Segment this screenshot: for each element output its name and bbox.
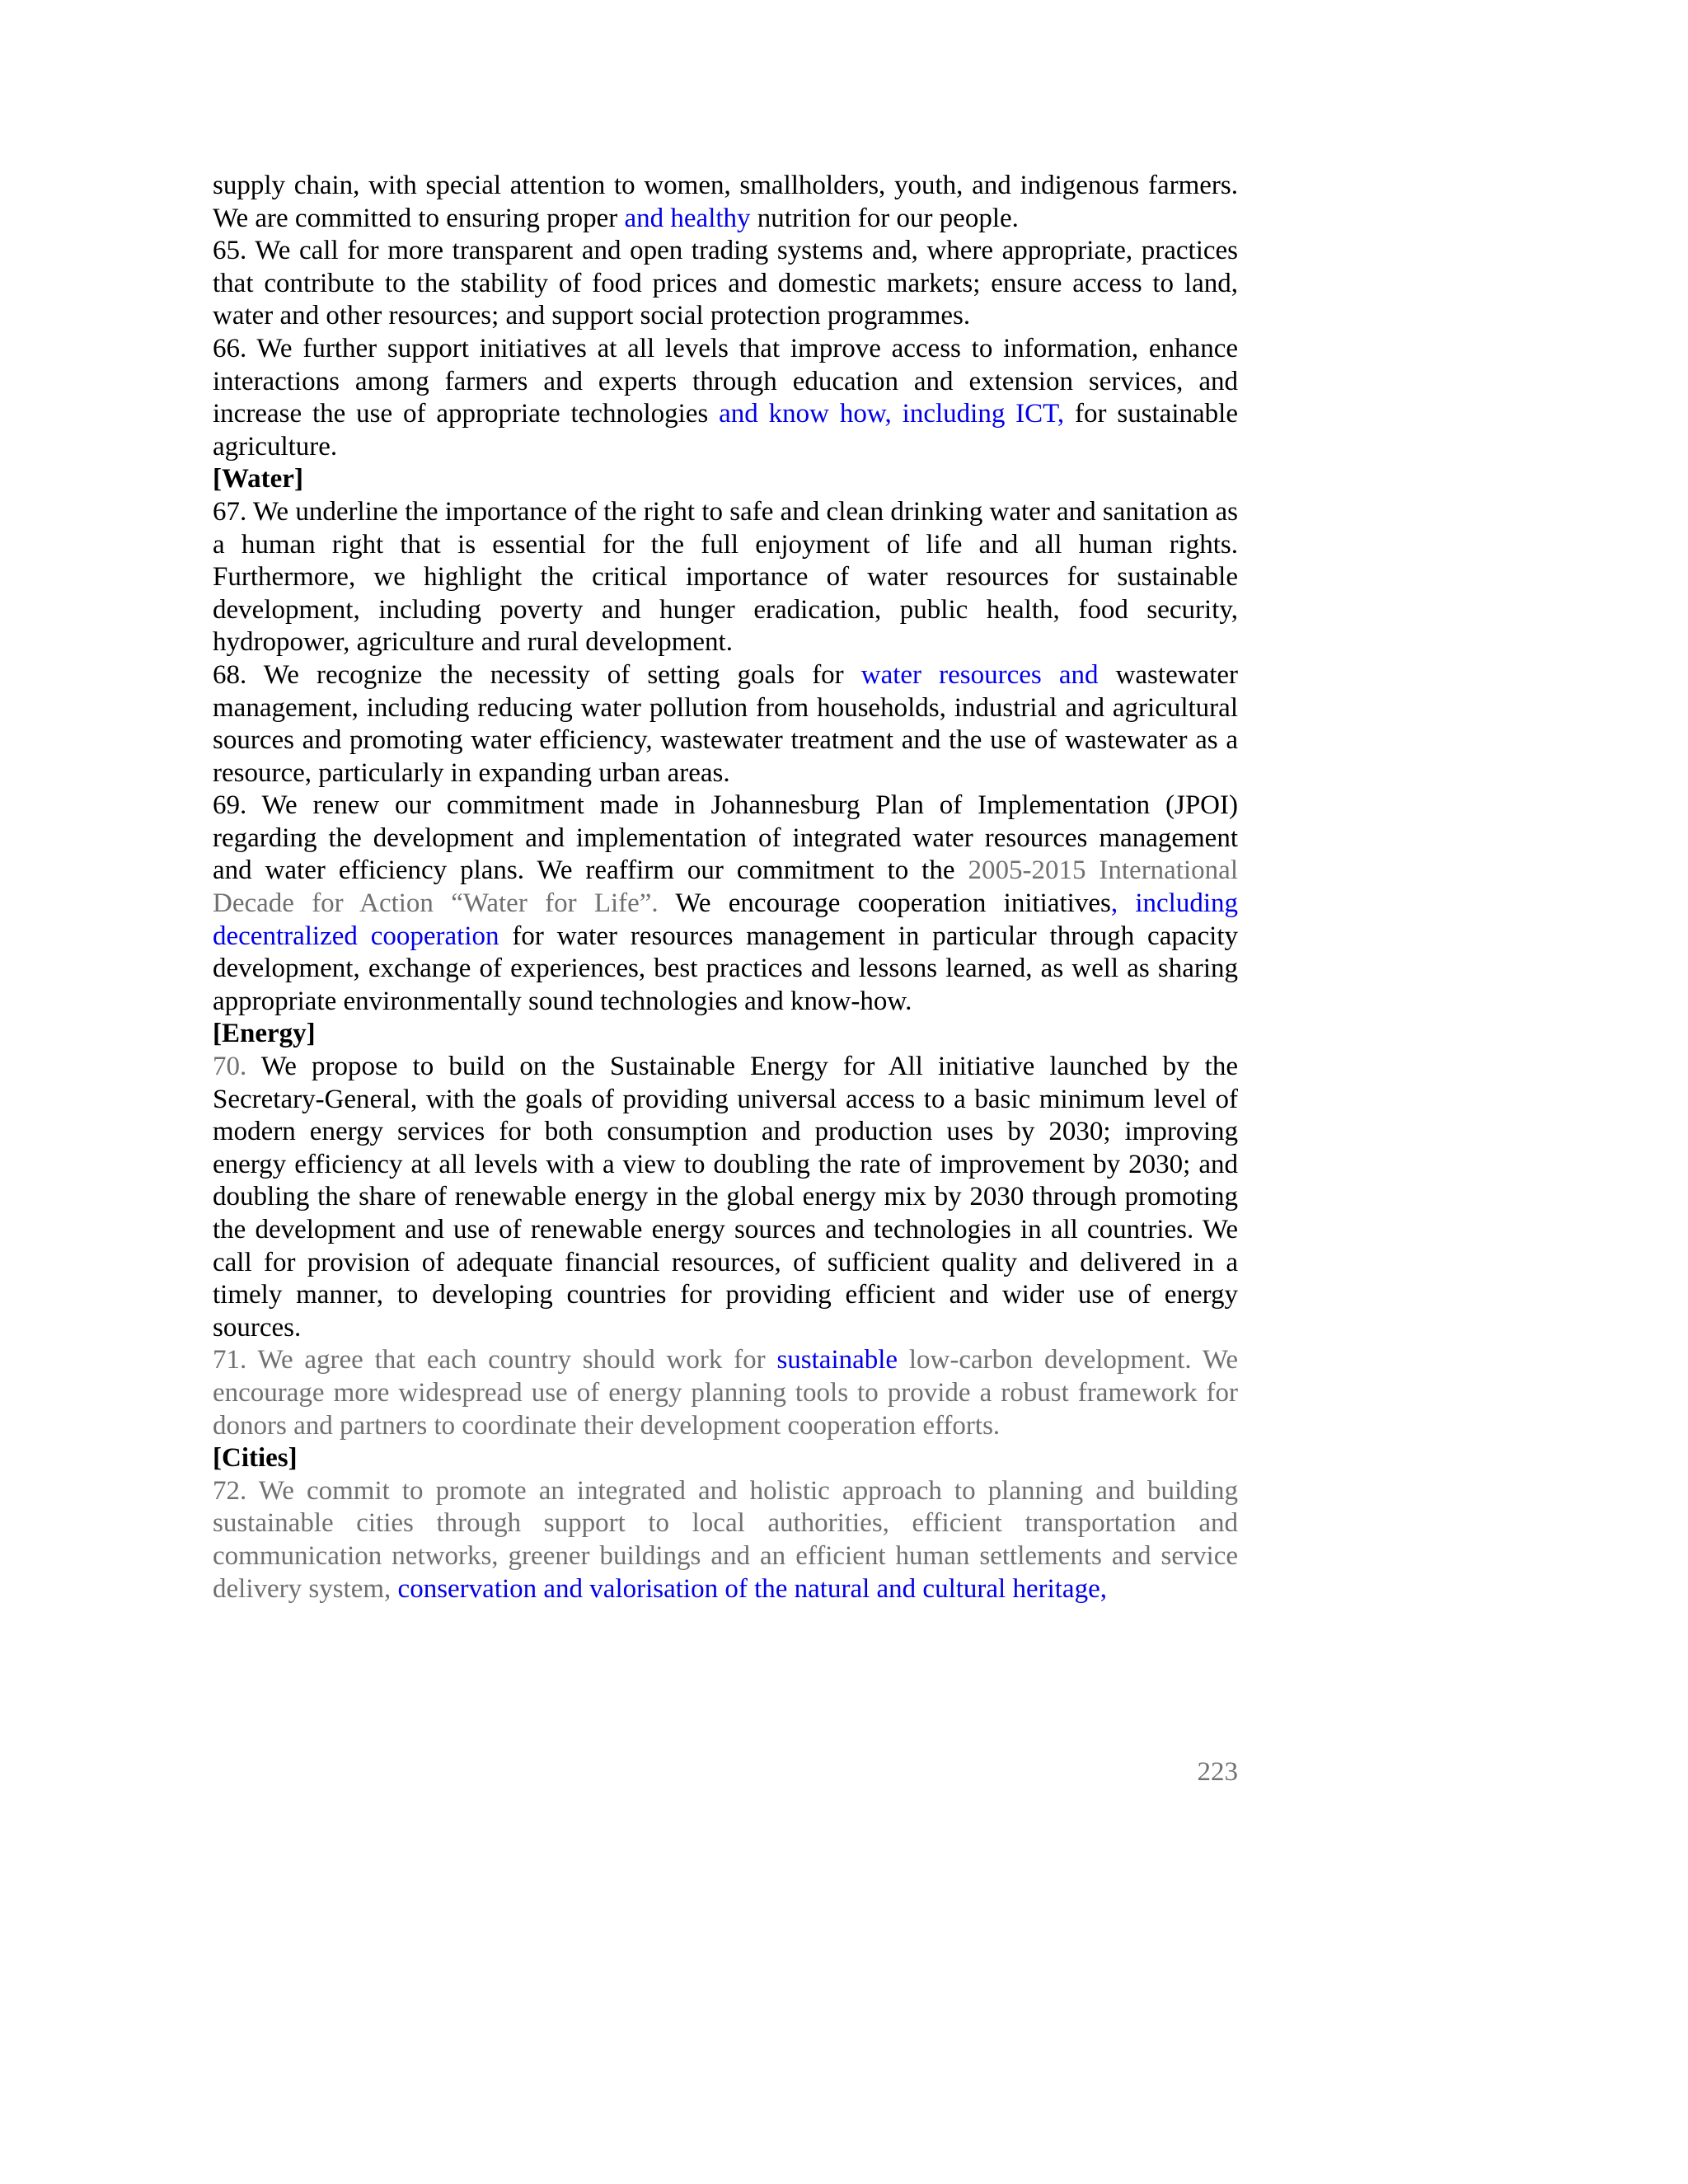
text-segment-black: supply chain, with special attention to women, smallholders, youth, and indigenous farmers. We are committed to ensuring proper [213, 171, 1238, 233]
section-heading [213, 1018, 1238, 1051]
text-segment-blue: , including decentralized cooperation [213, 888, 1239, 951]
paragraph [213, 1475, 1238, 1605]
text-segment-blue: water resources and [860, 659, 1099, 690]
paragraph [213, 333, 1238, 463]
text-segment-grey: low-carbon development. We encourage more widespread use of energy planning tools to provide a robust framework for donors and partners to coordinate their development cooperation efforts. [213, 1345, 1238, 1441]
document-body [213, 170, 1238, 1605]
paragraph [213, 170, 1238, 235]
text-segment-blue: sustainable [776, 1345, 898, 1376]
text-segment-black: wastewater management, including reducing water pollution from households, industrial and agricultural sources and promoting water efficiency, wastewater treatment and the use of wastewater as a resource, particularly in expanding urban areas. [213, 659, 1238, 788]
text-segment-black: 66. We further support initiatives at all levels that improve access to information, enhance interactions among farmers and experts through education and extension services, and increase the use of appropriate technologies [213, 333, 1238, 429]
text-segment-black: for water resources management in particular through capacity development, exchange of experiences, best practices and lessons learned, as well as sharing appropriate environmentally sound technologies and know-how. [213, 921, 1238, 1016]
paragraph [213, 790, 1238, 1018]
text-segment-black: [Water] [213, 464, 303, 494]
paragraph [213, 1051, 1238, 1344]
paragraph [213, 496, 1238, 659]
text-segment-black: We encourage cooperation initiatives [658, 888, 1111, 919]
text-segment-grey: 70. [213, 1052, 247, 1082]
section-heading [213, 463, 1238, 496]
text-segment-black: for sustainable agriculture. [213, 399, 1239, 462]
text-segment-grey: 71. We agree that each country should work for [213, 1345, 777, 1376]
text-segment-black: 67. We underline the importance of the right to safe and clean drinking water and sanitation as a human right that is essential for the full enjoyment of life and all human rights. Furthermore, we highlight the critical importance of water resources for sustainable development, including poverty and hunger eradication, public health, food security, hydropower, agriculture and rural development. [213, 496, 1238, 658]
paragraph [213, 235, 1238, 333]
text-segment-black: nutrition for our people. [750, 203, 1019, 233]
text-segment-black: [Cities] [213, 1443, 298, 1474]
section-heading [213, 1442, 1238, 1475]
paragraph [213, 1344, 1238, 1442]
text-segment-black: 65. We call for more transparent and open trading systems and, where appropriate, practices that contribute to the stability of food prices and domestic markets; ensure access to land, water and other resources; and support social protection programmes. [213, 236, 1238, 331]
text-segment-black: We propose to build on the Sustainable Energy for All initiative launched by the Secretary-General, with the goals of providing universal access to a basic minimum level of modern energy services for both consumption and production uses by 2030; improving energy efficiency at all levels with a view to doubling the rate of improvement by 2030; and doubling the share of renewable energy in the global energy mix by 2030 through promoting the development and use of renewable energy sources and technologies in all countries. We call for provision of adequate financial resources, of sufficient quality and delivered in a timely manner, to developing countries for providing efficient and wider use of energy sources. [213, 1052, 1238, 1343]
text-segment-grey: 2005-2015 International Decade for Action “Water for Life”. [213, 855, 1238, 919]
text-segment-grey: 72. We commit to promote an integrated and holistic approach to planning and building sustainable cities through support to local authorities, efficient transportation and communication networks, greener buildings and an efficient human settlements and service delivery system, [213, 1475, 1238, 1604]
text-segment-blue: conservation and valorisation of the natural and cultural heritage, [397, 1573, 1107, 1604]
text-segment-black: 68. We recognize the necessity of setting goals for [213, 659, 861, 690]
text-segment-black: [Energy] [213, 1019, 316, 1049]
text-segment-black: 69. We renew our commitment made in Johannesburg Plan of Implementation (JPOI) regarding the development and implementation of integrated water resources management and water efficiency plans. We reaffirm our commitment to the [213, 790, 1238, 886]
page-number: 223 [1197, 1757, 1238, 1787]
text-segment-blue: and healthy [624, 203, 751, 233]
text-segment-blue: and know how, including ICT, [719, 399, 1065, 429]
paragraph [213, 659, 1238, 790]
